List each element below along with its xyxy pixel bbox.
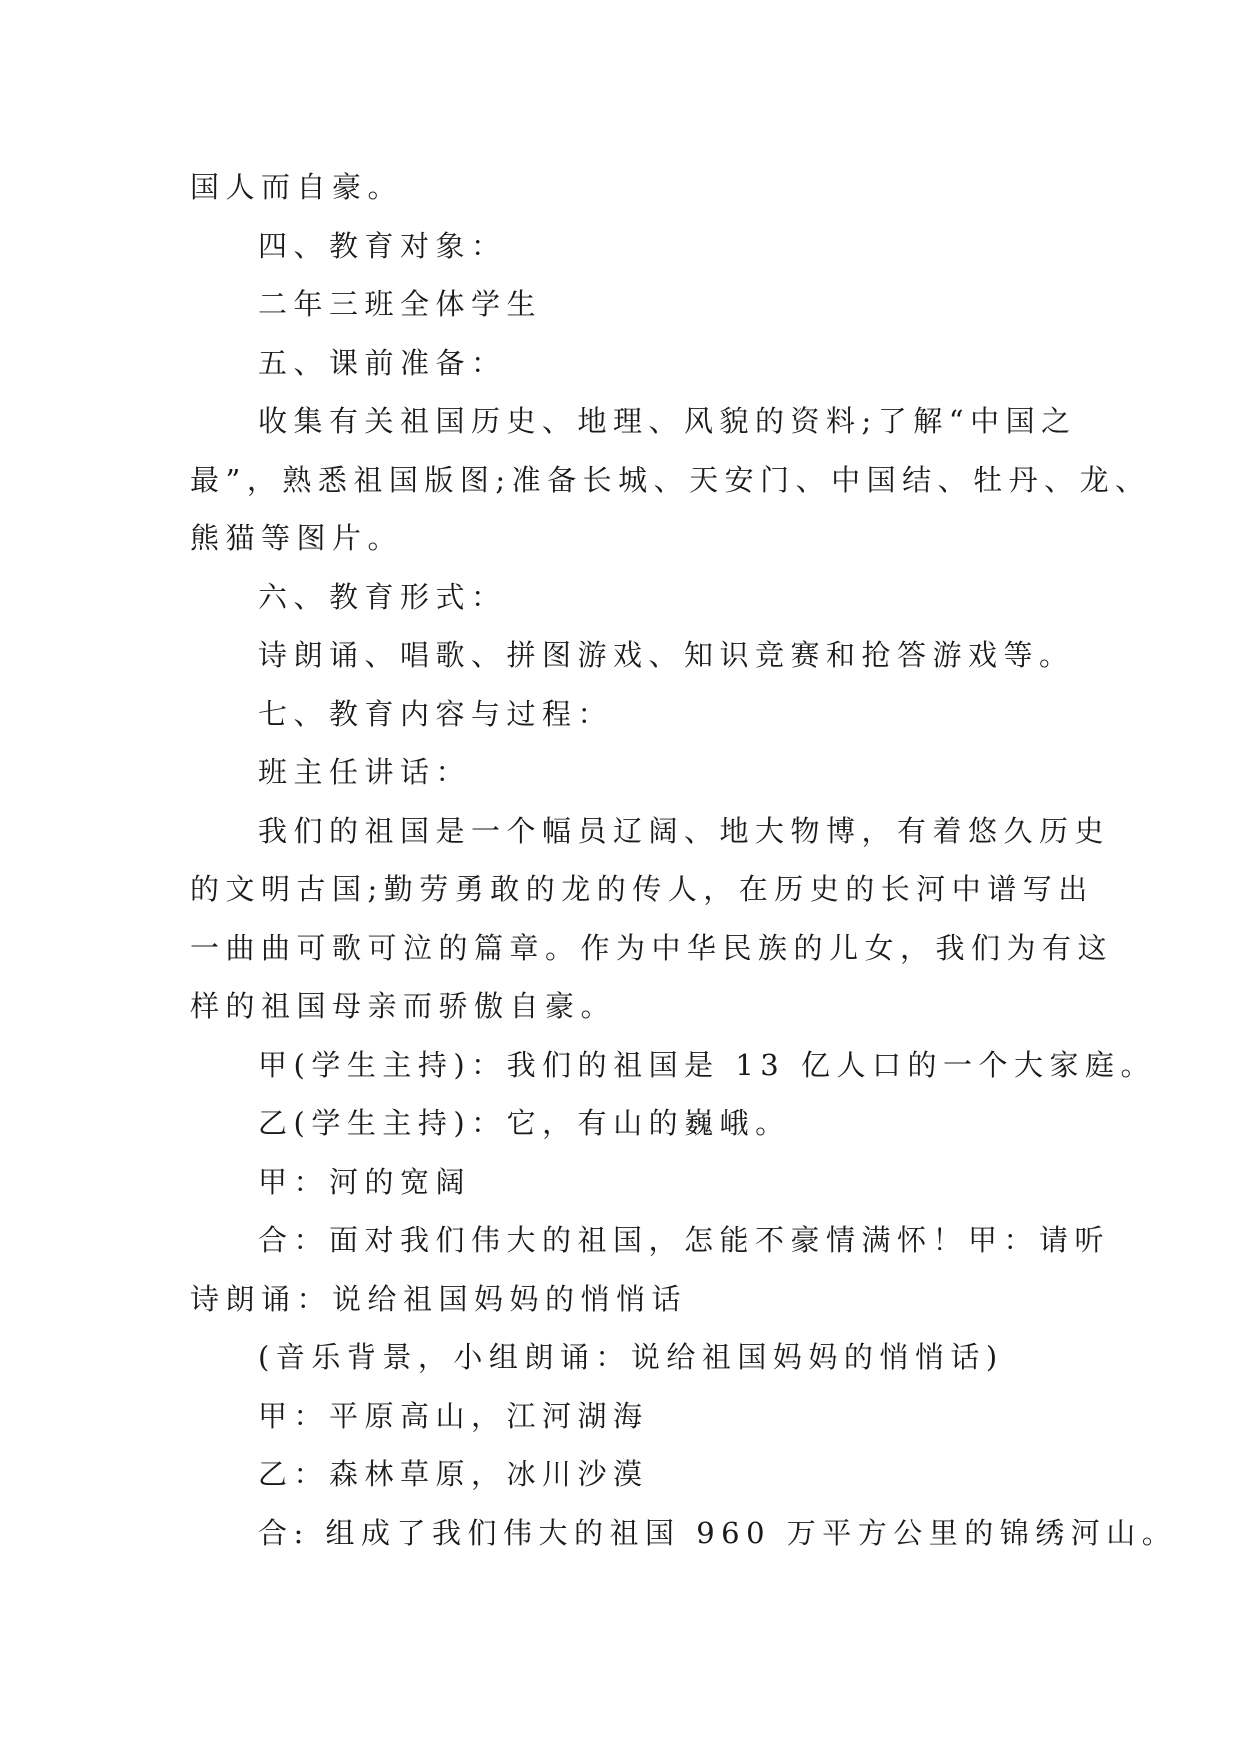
text-line: 我们的祖国是一个幅员辽阔、地大物博，有着悠久历史 <box>258 813 1111 848</box>
text-line: 甲(学生主持)：我们的祖国是 13 亿人口的一个大家庭。 <box>258 1047 1156 1082</box>
text-line: 收集有关祖国历史、地理、风貌的资料;了解“中国之 <box>258 404 1077 438</box>
text-line: 的文明古国;勤劳勇敢的龙的传人，在历史的长河中谱写出 <box>190 872 1094 906</box>
text-line: 诗朗诵、唱歌、拼图游戏、知识竞赛和抢答游戏等。 <box>258 638 1075 672</box>
text-line: 国人而自豪。 <box>190 170 404 204</box>
text-line: 合：面对我们伟大的祖国，怎能不豪情满怀！甲：请听 <box>258 1223 1111 1257</box>
text-line: 乙(学生主持)：它，有山的巍峨。 <box>258 1106 791 1140</box>
text-line: 样的祖国母亲而骄傲自豪。 <box>190 989 617 1023</box>
text-line: 二年三班全体学生 <box>258 287 543 321</box>
text-line: 甲：平原高山，江河湖海 <box>258 1398 649 1433</box>
section-heading-education-target: 四、教育对象： <box>258 228 507 263</box>
text-line: (音乐背景，小组朗诵：说给祖国妈妈的悄悄话) <box>258 1340 1004 1374</box>
text-line: 班主任讲话： <box>258 755 472 789</box>
text-line: 一曲曲可歌可泣的篇章。作为中华民族的儿女，我们为有这 <box>190 930 1114 965</box>
text-line: 熊猫等图片。 <box>190 521 404 555</box>
text-line: 诗朗诵：说给祖国妈妈的悄悄话 <box>190 1281 688 1316</box>
text-line: 乙：森林草原，冰川沙漠 <box>258 1457 649 1491</box>
text-line: 最”，熟悉祖国版图;准备长城、天安门、中国结、牡丹、龙、 <box>190 462 1151 497</box>
section-heading-education-form: 六、教育形式： <box>258 579 507 614</box>
document-body <box>190 158 1178 1562</box>
section-heading-content-process: 七、教育内容与过程： <box>258 696 614 731</box>
text-line: 合: 组成了我们伟大的祖国 960 万平方公里的锦绣河山。 <box>258 1515 1178 1550</box>
text-line: 甲：河的宽阔 <box>258 1164 472 1199</box>
section-heading-preparation: 五、课前准备： <box>258 345 507 380</box>
